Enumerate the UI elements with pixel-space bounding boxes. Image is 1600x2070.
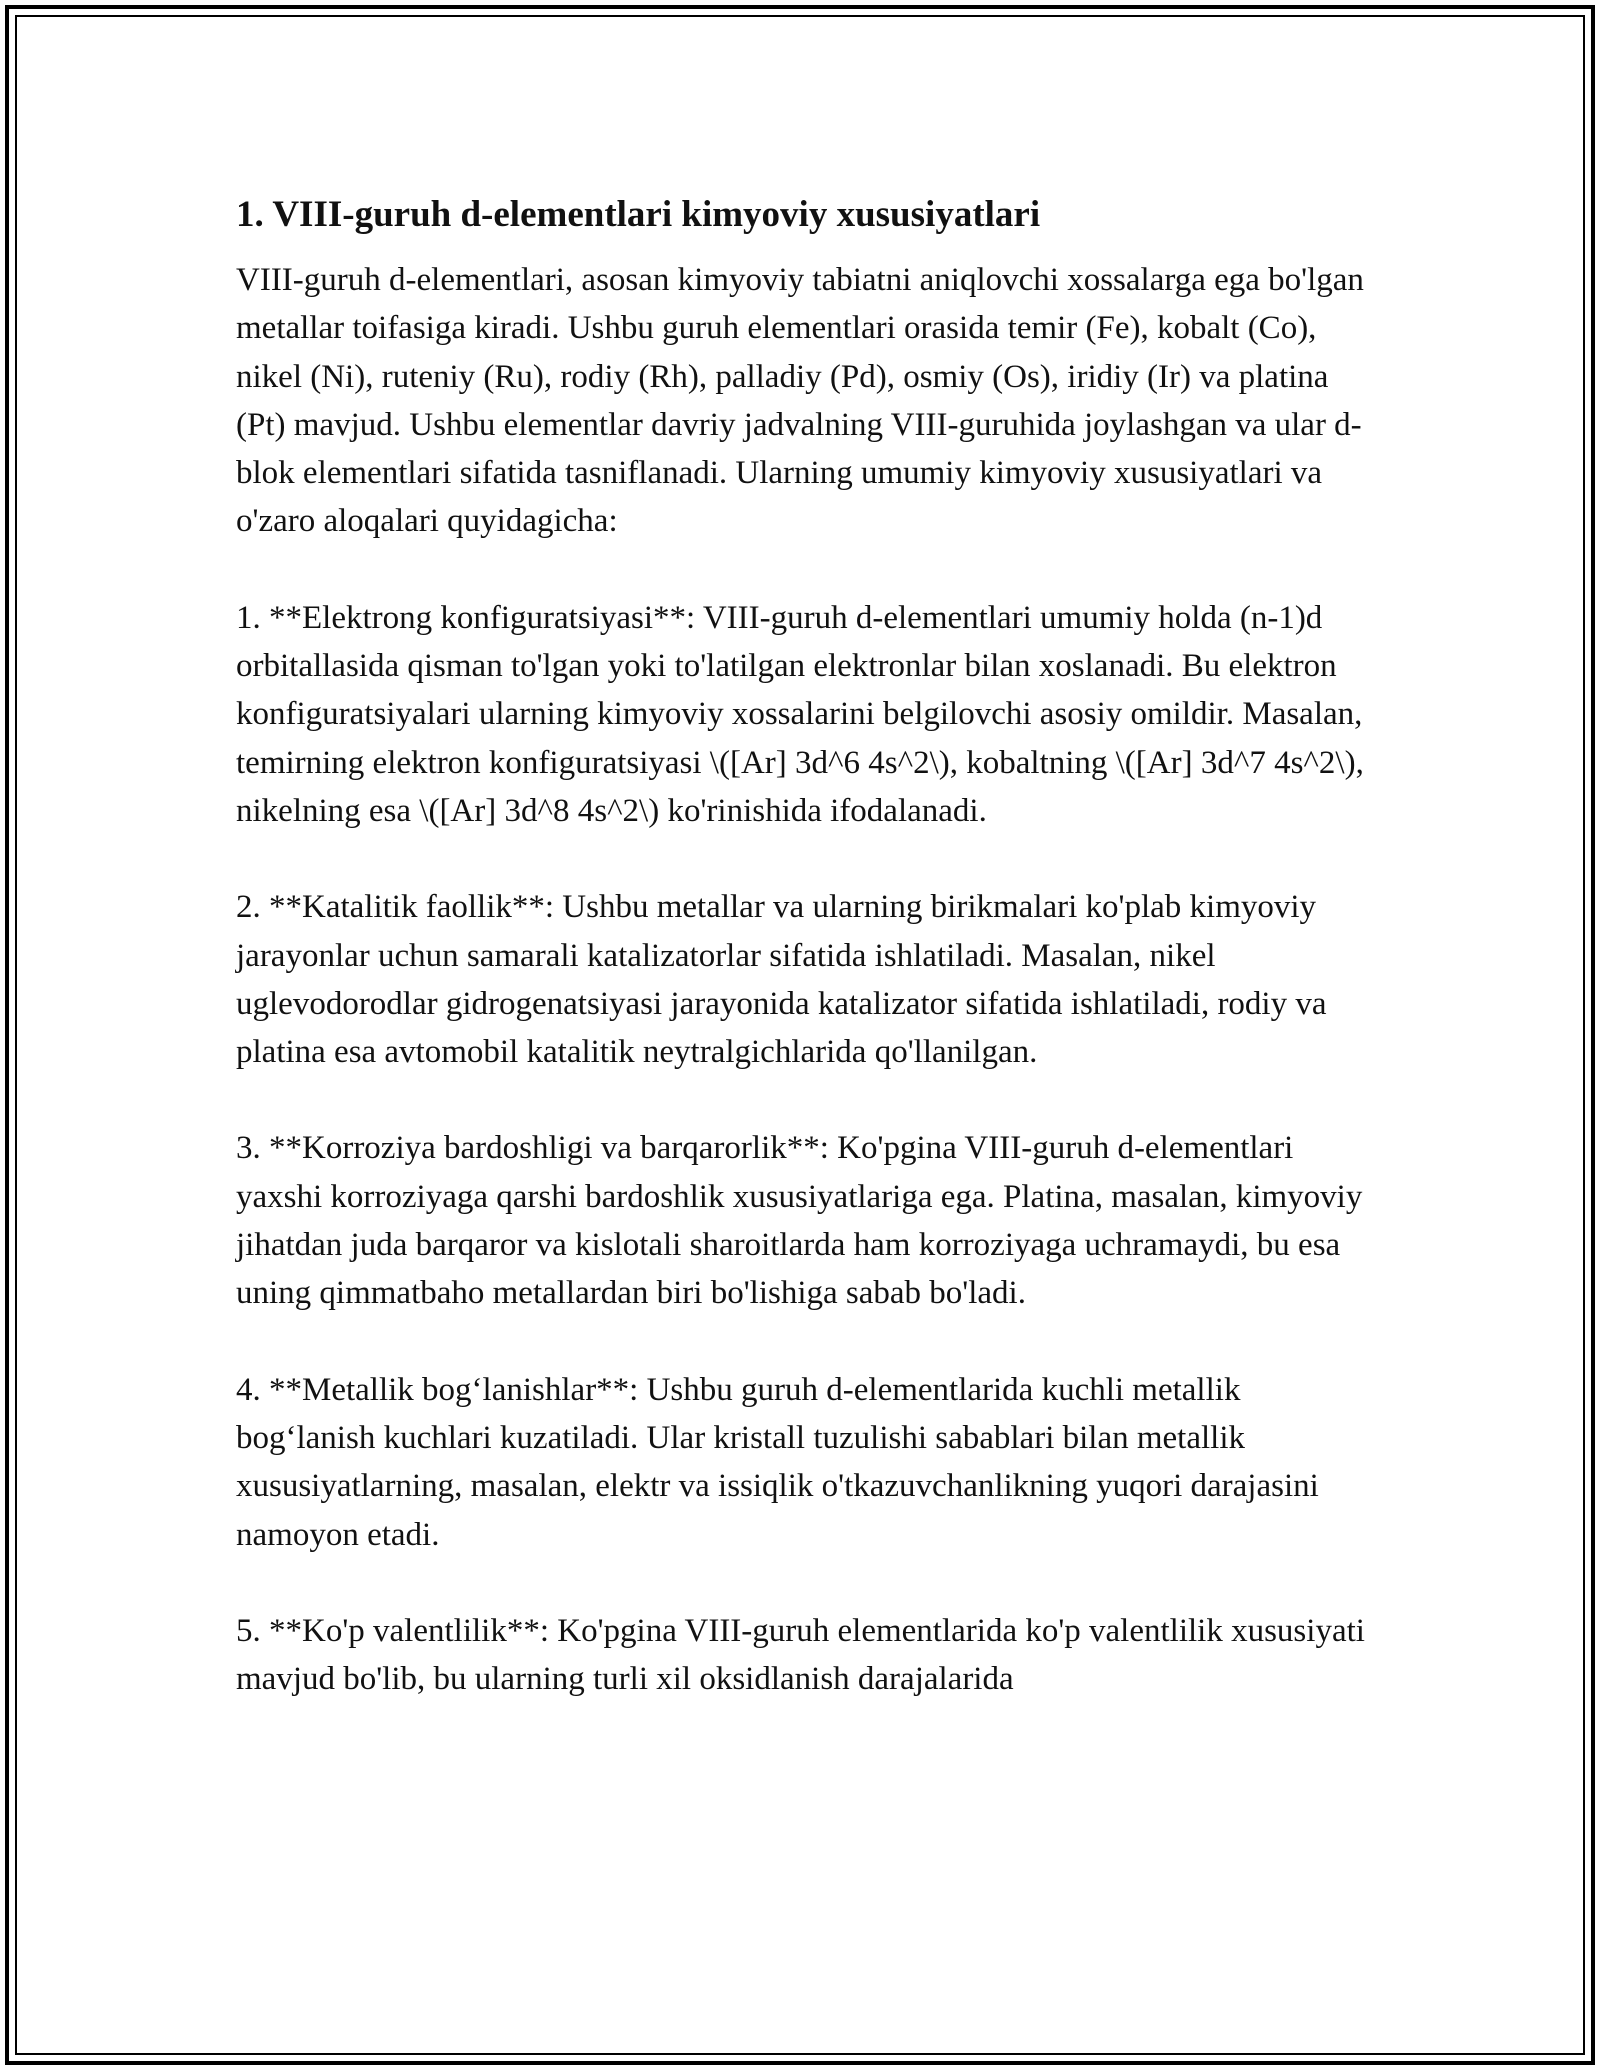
point-catalytic-activity: 2. **Katalitik faollik**: Ushbu metallar va ularning birikmalari ko'plab kimyoviy jarayonlar uchun samarali katalizatorlar sifatida ishlatiladi. Masalan, nikel uglevodorodlar gidrogenatsiyasi jarayonida katalizator sifatida ishlatiladi, rodiy va platina esa avtomobil katalitik neytralgichlarida qo'llanilgan.: [236, 889, 1327, 1071]
intro-paragraph: VIII-guruh d-elementlari, asosan kimyoviy tabiatni aniqlovchi xossalarga ega bo'lgan metallar toifasiga kiradi. Ushbu guruh elementlari orasida temir (Fe), kobalt (Co), nikel (Ni), ruteniy (Ru), rodiy (Rh), palladiy (Pd), osmiy (Os), iridiy (Ir) va platina (Pt) mavjud. Ushbu elementlar davriy jadvalning VIII-guruhida joylashgan va ular d-blok elementlari sifatida tasniflanadi. Ularning umumiy kimyoviy xususiyatlari va o'zaro aloqalari quyidagicha:: [236, 262, 1364, 540]
point-electron-configuration: 1. **Elektrong konfiguratsiyasi**: VIII-guruh d-elementlari umumiy holda (n-1)d orbitallasida qisman to'lgan yoki to'latilgan elektronlar bilan xoslanadi. Bu elektron konfiguratsiyalari ularning kimyoviy xossalarini belgilovchi asosiy omildir. Masalan, temirning elektron konfiguratsiyasi \([Ar] 3d^6 4s^2\), kobaltning \([Ar] 3d^7 4s^2\), nikelning esa \([Ar] 3d^8 4s^2\) ko'rinishida ifodalanadi.: [236, 599, 1364, 829]
point-multiple-valence: 5. **Ko'p valentlilik**: Ko'pgina VIII-guruh elementlarida ko'p valentlilik xususiyati mavjud bo'lib, bu ularning turli xil oksidlanish darajalarida: [236, 1612, 1365, 1698]
point-corrosion-resistance: 3. **Korroziya bardoshligi va barqarorlik**: Ko'pgina VIII-guruh d-elementlari yaxshi korroziyaga qarshi bardoshlik xususiyatlariga ega. Platina, masalan, kimyoviy jihatdan juda barqaror va kislotali sharoitlarda ham korroziyaga uchramaydi, bu esa uning qimmatbaho metallardan biri bo'lishiga sabab bo'ladi.: [236, 1130, 1363, 1312]
point-metallic-bonding: 4. **Metallik bog‘lanishlar**: Ushbu guruh d-elementlarida kuchli metallik bog‘lanish kuchlari kuzatiladi. Ular kristall tuzulishi sabablari bilan metallik xususiyatlarning, masalan, elektr va issiqlik o'tkazuvchanlikning yuqori darajasini namoyon etadi.: [236, 1371, 1319, 1553]
document-title: 1. VIII-guruh d-elementlari kimyoviy xususiyatlari: [236, 194, 1041, 235]
document-body: [236, 186, 1376, 1751]
